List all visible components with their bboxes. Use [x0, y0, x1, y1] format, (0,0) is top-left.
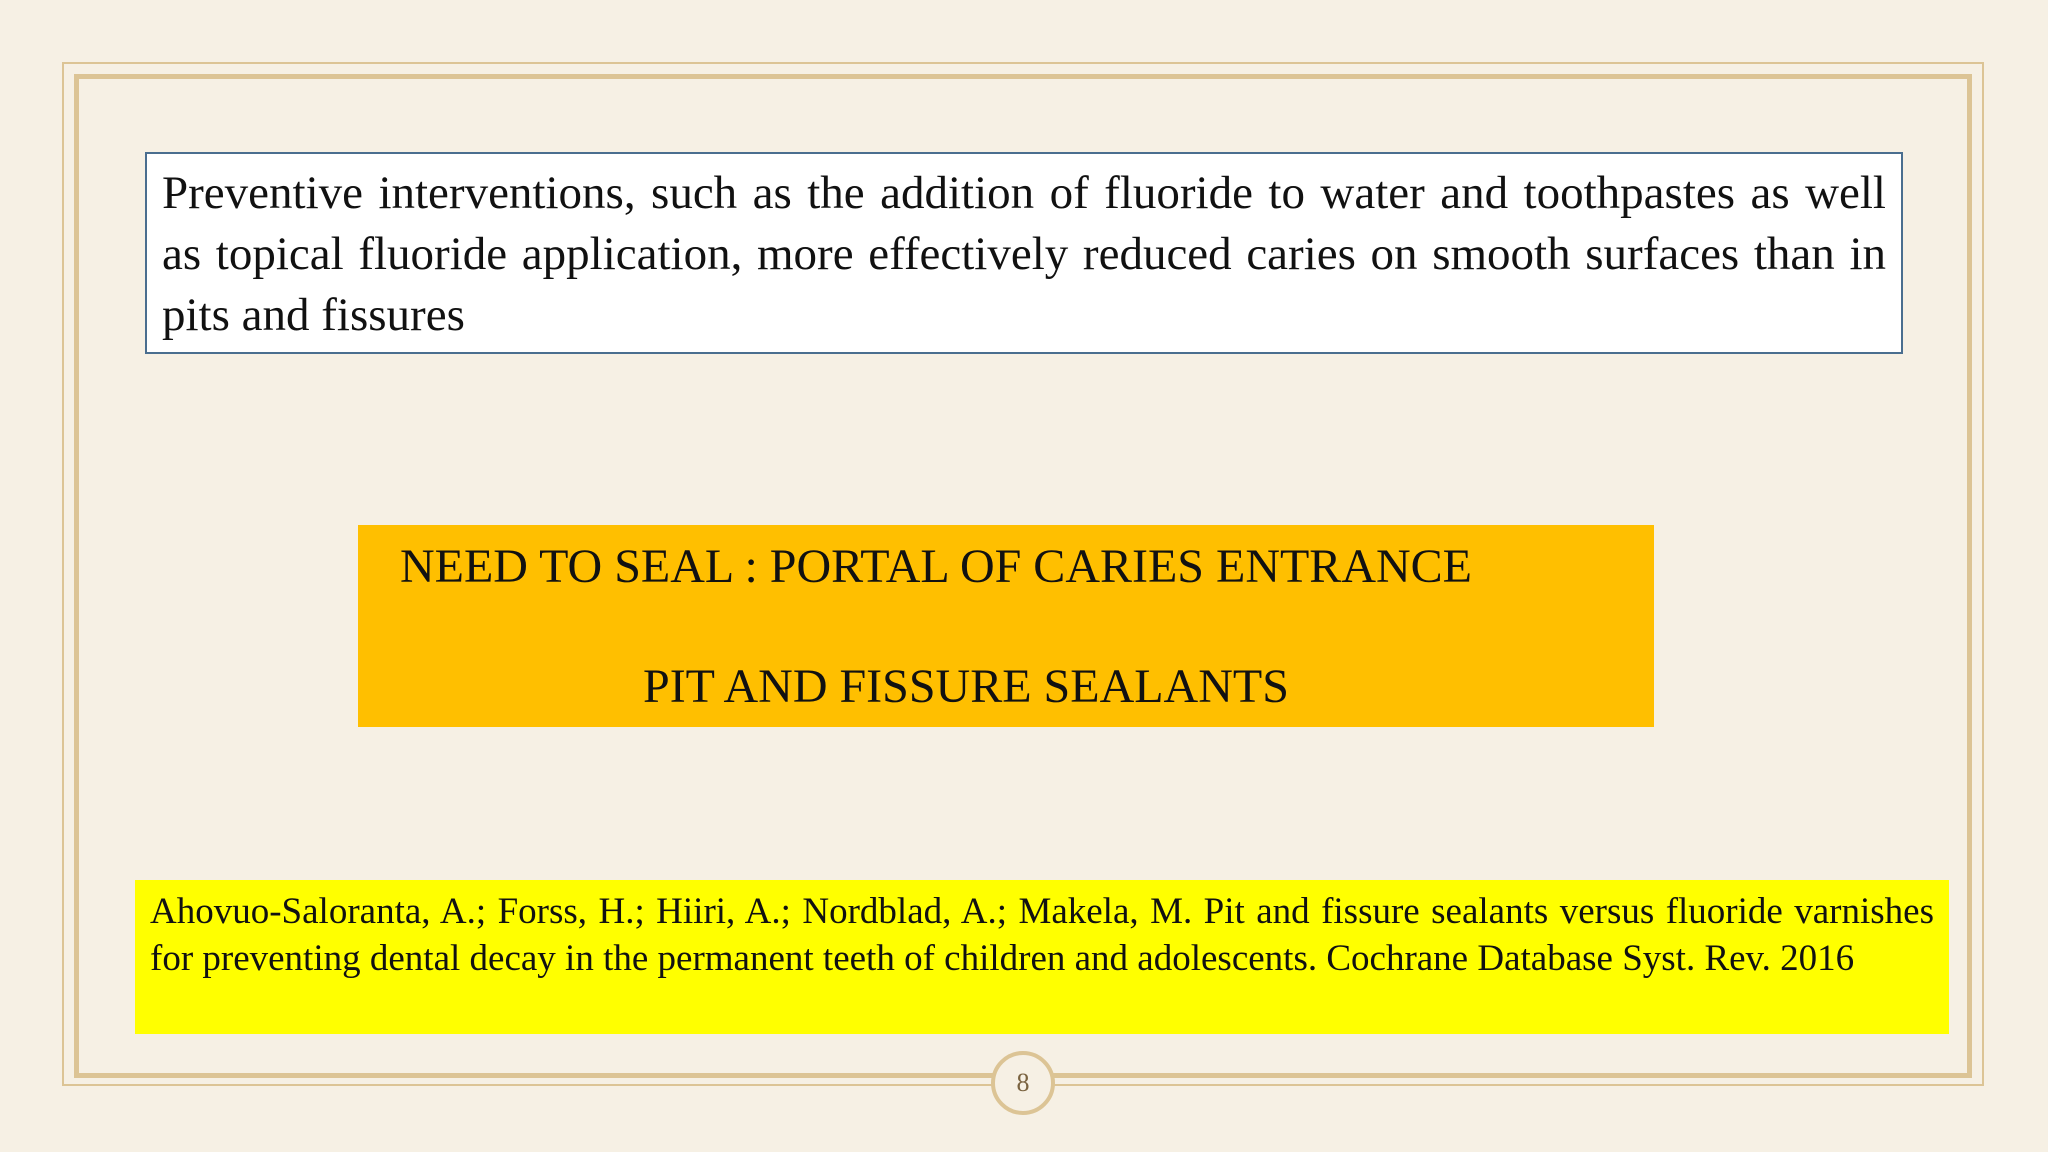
title-line-2: PIT AND FISSURE SEALANTS — [643, 660, 1289, 713]
reference-box — [135, 880, 1949, 1034]
page-number-badge — [991, 1051, 1055, 1115]
title-line-1: NEED TO SEAL : PORTAL OF CARIES ENTRANCE — [400, 540, 1472, 593]
page-number: 8 — [1016, 1068, 1030, 1097]
title-banner — [358, 525, 1654, 727]
reference-text: Ahovuo-Saloranta, A.; Forss, H.; Hiiri, A.; Nordblad, A.; Makela, M. Pit and fissure sealants versus fluoride varnishes for preventing dental decay in the permanent teeth of children and adolescents. Cochrane Database Syst. Rev. 2016 — [150, 891, 1934, 979]
intro-text: Preventive interventions, such as the addition of fluoride to water and toothpastes as well as topical fluoride application, more effectively reduced caries on smooth surfaces than in pits and fissures — [162, 167, 1886, 341]
intro-text-box — [145, 152, 1903, 354]
